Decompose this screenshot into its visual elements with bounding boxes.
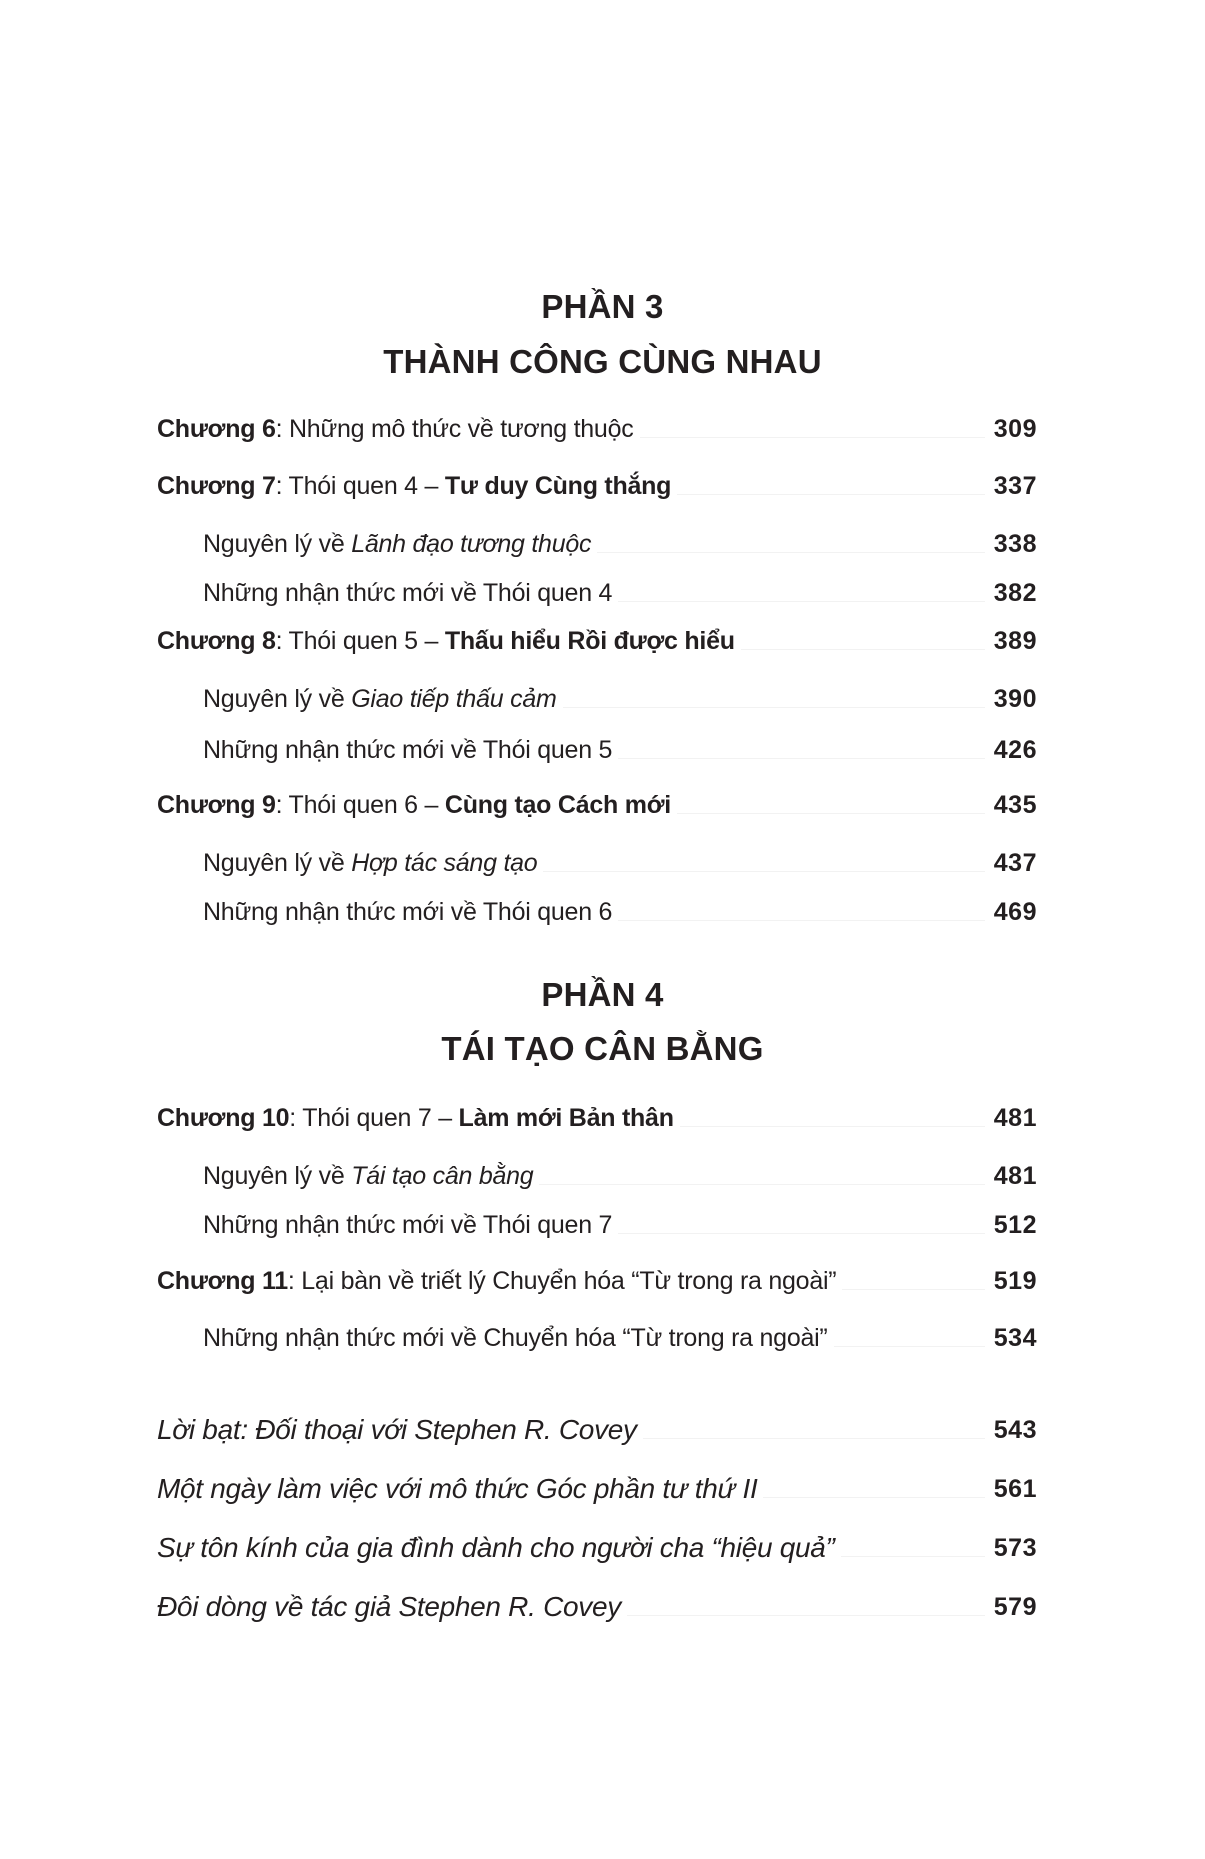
chapter-emphasis: Tư duy Cùng thắng <box>444 472 672 500</box>
toc-entry-title <box>203 735 612 765</box>
toc-entry-chapter-8[interactable] <box>157 616 1037 656</box>
part-4-title: TÁI TẠO CÂN BẰNG <box>441 1030 764 1067</box>
toc-entry-title <box>157 471 671 501</box>
dot-leader <box>741 648 985 650</box>
dot-leader <box>841 1555 985 1557</box>
toc-entry-title <box>157 790 671 820</box>
chapter-text: Lại bàn về triết lý Chuyển hóa “Từ trong ra ngoài” <box>301 1267 837 1295</box>
separator: : <box>275 627 289 655</box>
page-number: 512 <box>993 1211 1037 1239</box>
sub-emphasis: Hợp tác sáng tạo <box>351 849 538 877</box>
sub-text: Nguyên lý về <box>203 849 352 877</box>
sub-emphasis: Lãnh đạo tương thuộc <box>351 530 592 558</box>
toc-entry-about-author[interactable] <box>157 1582 1037 1622</box>
dot-leader <box>563 706 985 708</box>
toc-entry-family-tribute[interactable] <box>157 1523 1037 1563</box>
sub-emphasis: Giao tiếp thấu cảm <box>351 685 557 713</box>
chapter-text: Thói quen 4 – <box>288 472 445 500</box>
chapter-text: Thói quen 5 – <box>288 627 445 655</box>
chapter-label: Chương 11 <box>157 1267 288 1295</box>
page-number: 543 <box>993 1416 1037 1444</box>
toc-entry-title <box>203 529 591 559</box>
page-number: 338 <box>993 530 1037 558</box>
dot-leader <box>597 551 985 553</box>
page-number: 481 <box>993 1162 1037 1190</box>
page-number: 519 <box>993 1267 1037 1295</box>
toc-entry-title <box>203 848 537 878</box>
page-number: 534 <box>993 1324 1037 1352</box>
toc-entry-chapter-6[interactable] <box>157 404 1037 444</box>
dot-leader <box>618 1232 985 1234</box>
chapter-label: Chương 9 <box>157 791 276 819</box>
chapter-label: Chương 7 <box>157 472 276 500</box>
page-number: 435 <box>993 791 1037 819</box>
dot-leader <box>627 1614 985 1616</box>
dot-leader <box>834 1345 985 1347</box>
page-number: 389 <box>993 627 1037 655</box>
page-number: 309 <box>993 415 1037 443</box>
separator: : <box>275 415 289 443</box>
chapter-label: Chương 8 <box>157 627 276 655</box>
separator: : <box>275 791 289 819</box>
toc-entry-sub[interactable] <box>203 1313 1037 1353</box>
toc-entry-title: Đôi dòng về tác giả Stephen R. Covey <box>157 1591 621 1622</box>
toc-entry-sub[interactable] <box>203 519 1037 559</box>
dot-leader <box>842 1288 985 1290</box>
toc-entry-title <box>203 897 612 927</box>
page-number: 469 <box>993 898 1037 926</box>
sub-text: Những nhận thức mới về Chuyển hóa “Từ trong ra ngoài” <box>203 1324 828 1352</box>
toc-entry-title <box>157 1103 674 1133</box>
toc-entry-sub[interactable] <box>203 1151 1037 1191</box>
toc-entry-title: Sự tôn kính của gia đình dành cho người cha “hiệu quả” <box>157 1532 835 1563</box>
dot-leader <box>543 870 985 872</box>
toc-entry-sub[interactable] <box>203 838 1037 878</box>
toc-entry-quadrant-ii[interactable] <box>157 1464 1037 1504</box>
toc-entry-epilogue[interactable] <box>157 1405 1037 1445</box>
dot-leader <box>643 1437 985 1439</box>
sub-text: Nguyên lý về <box>203 1162 352 1190</box>
toc-entry-title: Một ngày làm việc với mô thức Góc phần tư thứ II <box>157 1473 758 1504</box>
sub-text: Những nhận thức mới về Thói quen 5 <box>203 736 613 764</box>
page-number: 390 <box>993 685 1037 713</box>
toc-entry-sub[interactable] <box>203 887 1037 927</box>
dot-leader <box>539 1183 985 1185</box>
toc-entry-chapter-7[interactable] <box>157 461 1037 501</box>
sub-text: Những nhận thức mới về Thói quen 7 <box>203 1211 613 1239</box>
sub-emphasis: Tái tạo cân bằng <box>351 1162 534 1190</box>
chapter-text: Thói quen 6 – <box>288 791 445 819</box>
part-3-title: THÀNH CÔNG CÙNG NHAU <box>383 343 822 380</box>
page-number: 579 <box>993 1593 1037 1621</box>
chapter-text: Những mô thức về tương thuộc <box>289 415 634 443</box>
toc-entry-title <box>203 578 612 608</box>
toc-entry-title <box>203 684 557 714</box>
chapter-text: Thói quen 7 – <box>302 1104 459 1132</box>
dot-leader <box>677 812 985 814</box>
dot-leader <box>763 1496 985 1498</box>
chapter-emphasis: Thấu hiểu Rồi được hiểu <box>444 627 735 655</box>
separator: : <box>289 1104 303 1132</box>
page-number: 382 <box>993 579 1037 607</box>
toc-entry-chapter-10[interactable] <box>157 1093 1037 1133</box>
part-3-label: PHẦN 3 <box>541 288 664 325</box>
toc-entry-sub[interactable] <box>203 674 1037 714</box>
toc-entry-chapter-9[interactable] <box>157 780 1037 820</box>
chapter-emphasis: Làm mới Bản thân <box>458 1104 674 1132</box>
page-number: 337 <box>993 472 1037 500</box>
page-number: 481 <box>993 1104 1037 1132</box>
sub-text: Nguyên lý về <box>203 530 352 558</box>
toc-entry-title <box>157 414 634 444</box>
toc-entry-title <box>203 1161 533 1191</box>
separator: : <box>275 472 289 500</box>
dot-leader <box>640 436 986 438</box>
page-number: 561 <box>993 1475 1037 1503</box>
sub-text: Những nhận thức mới về Thói quen 4 <box>203 579 613 607</box>
page-number: 426 <box>993 736 1037 764</box>
toc-entry-sub[interactable] <box>203 1200 1037 1240</box>
chapter-emphasis: Cùng tạo Cách mới <box>444 791 671 819</box>
page-number: 437 <box>993 849 1037 877</box>
dot-leader <box>618 919 985 921</box>
toc-entry-title <box>203 1323 828 1353</box>
dot-leader <box>677 493 985 495</box>
chapter-label: Chương 6 <box>157 415 276 443</box>
sub-text: Những nhận thức mới về Thói quen 6 <box>203 898 613 926</box>
toc-entry-title: Lời bạt: Đối thoại với Stephen R. Covey <box>157 1414 637 1445</box>
sub-text: Nguyên lý về <box>203 685 352 713</box>
toc-entry-title <box>157 1266 836 1296</box>
separator: : <box>287 1267 302 1295</box>
dot-leader <box>618 600 985 602</box>
toc-entry-sub[interactable] <box>203 568 1037 608</box>
toc-entry-sub[interactable] <box>203 725 1037 765</box>
toc-entry-title <box>157 626 735 656</box>
chapter-label: Chương 10 <box>157 1104 290 1132</box>
toc-entry-chapter-11[interactable] <box>157 1256 1037 1296</box>
part-4-label: PHẦN 4 <box>541 976 664 1013</box>
page-number: 573 <box>993 1534 1037 1562</box>
dot-leader <box>680 1125 985 1127</box>
toc-entry-title <box>203 1210 612 1240</box>
dot-leader <box>618 757 985 759</box>
